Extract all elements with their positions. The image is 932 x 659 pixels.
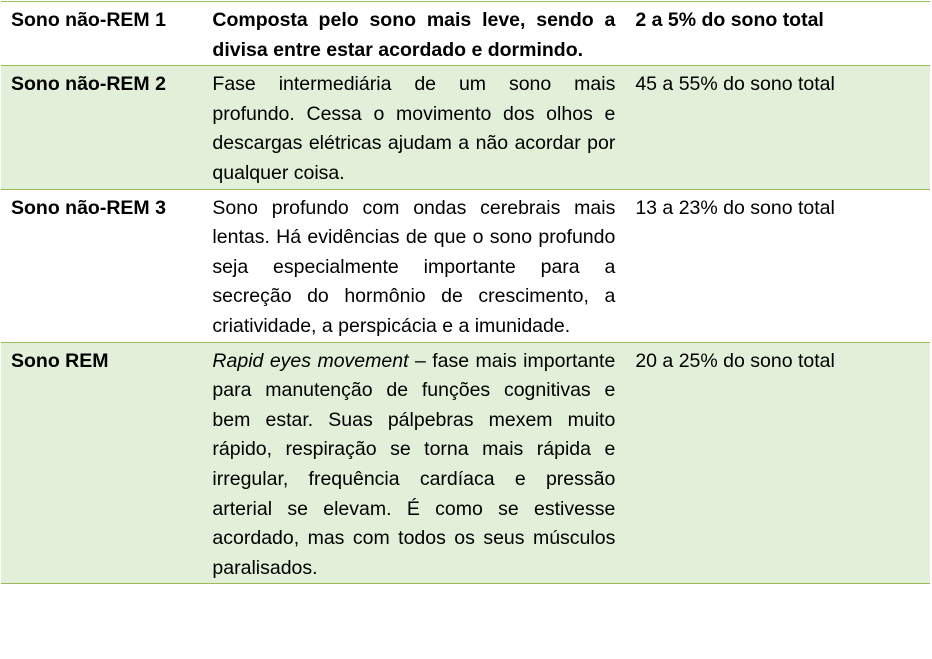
stage-share: 2 a 5% do sono total <box>625 2 930 66</box>
stage-description: Sono profundo com ondas cerebrais mais lentas. Há evidências de que o sono profundo seja especialmente importante para a secreção do hormônio de crescimento, a criatividade, a perspicácia e a imunidade. <box>202 189 625 342</box>
stage-share: 13 a 23% do sono total <box>625 189 930 342</box>
stage-description: Fase intermediária de um sono mais profundo. Cessa o movimento dos olhos e descargas elétricas ajudam a não acordar por qualquer coisa. <box>202 66 625 189</box>
stage-share: 20 a 25% do sono total <box>625 342 930 584</box>
table-row <box>1 66 930 189</box>
table-row <box>1 2 930 66</box>
stage-share: 45 a 55% do sono total <box>625 66 930 189</box>
stage-name: Sono REM <box>1 342 202 584</box>
stage-description: Composta pelo sono mais leve, sendo a divisa entre estar acordado e dormindo. <box>202 2 625 66</box>
stage-name: Sono não-REM 3 <box>1 189 202 342</box>
stage-description-emphasis: Rapid eyes movement <box>212 349 409 372</box>
sleep-stages-table <box>1 1 930 584</box>
stage-name: Sono não-REM 2 <box>1 66 202 189</box>
stage-description <box>202 342 625 584</box>
table-row <box>1 342 930 584</box>
stage-name: Sono não-REM 1 <box>1 2 202 66</box>
table-row <box>1 189 930 342</box>
stage-description-text: – fase mais importante para manutenção de funções cognitivas e bem estar. Suas pálpebras mexem muito rápido, respiração se torna mais rápida e irregular, frequência cardíaca e pressão arterial se elevam. É como se estivesse acordado, mas com todos os seus músculos paralisados. <box>212 349 616 579</box>
